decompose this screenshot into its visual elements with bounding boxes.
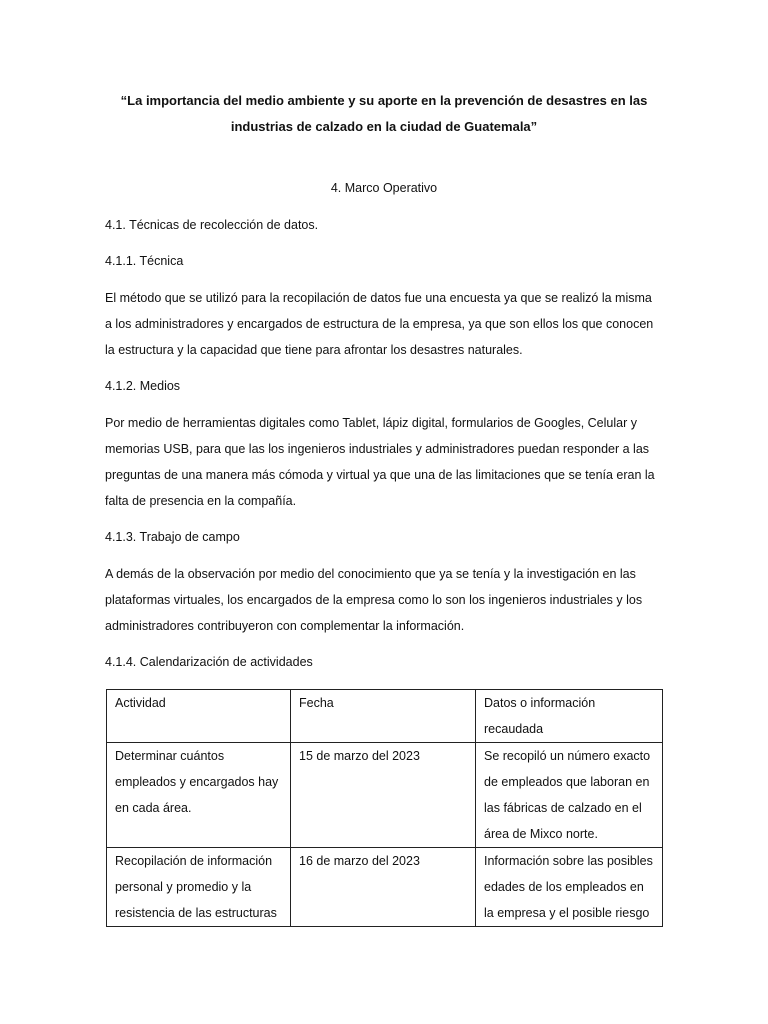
section-heading: 4. Marco Operativo [330,181,438,195]
activities-table [106,689,663,927]
medios-paragraph-line: memorias USB, para que las los ingenieros industriales y administradores puedan responder a las [105,442,650,456]
header-cell-actividad [107,690,291,743]
tecnica-heading: 4.1.1. Técnica [105,254,184,268]
cell-text: área de Mixco norte. [484,827,598,841]
cell-text: 16 de marzo del 2023 [299,854,420,868]
cell-text: Recopilación de información [115,854,273,868]
header-cell-text: Fecha [299,696,334,710]
table-cell-fecha [291,848,476,927]
cell-text: 15 de marzo del 2023 [299,749,420,763]
medios-paragraph-line: preguntas de una manera más cómoda y virtual ya que una de las limitaciones que se tenía eran la [105,468,655,482]
campo-paragraph-line: administradores contribuyeron con complementar la información. [105,619,465,633]
campo-paragraph-line: A demás de la observación por medio del conocimiento que ya se tenía y la investigación en las [105,567,636,581]
table-cell-datos [476,743,663,848]
table-row [107,848,663,927]
cell-text: personal y promedio y la [115,880,252,894]
cell-text: Se recopiló un número exacto [484,749,651,763]
cell-text: Información sobre las posibles [484,854,653,868]
document-title-line-2: industrias de calzado en la ciudad de Guatemala” [230,119,538,134]
campo-heading: 4.1.3. Trabajo de campo [105,530,240,544]
table-cell-actividad [107,743,291,848]
table-header-row [107,690,663,743]
header-cell-text: recaudada [484,722,544,736]
medios-paragraph-line: falta de presencia en la compañía. [105,494,297,508]
table-row [107,743,663,848]
table-cell-fecha [291,743,476,848]
tecnica-paragraph-line: a los administradores y encargados de estructura de la empresa, ya que son ellos los que conocen [105,317,654,331]
header-cell-datos [476,690,663,743]
cell-text: edades de los empleados en [484,880,644,894]
tecnica-paragraph-line: El método que se utilizó para la recopilación de datos fue una encuesta ya que se realizó la misma [105,291,652,305]
cell-text: de empleados que laboran en [484,775,650,789]
cell-text: las fábricas de calzado en el [484,801,642,815]
table-cell-actividad [107,848,291,927]
medios-heading: 4.1.2. Medios [105,379,181,393]
document-title-line-1: “La importancia del medio ambiente y su aporte en la prevención de desastres en las [120,93,648,108]
header-cell-text: Datos o información [484,696,596,710]
cell-text: en cada área. [115,801,192,815]
cell-text: empleados y encargados hay [115,775,279,789]
campo-paragraph-line: plataformas virtuales, los encargados de la empresa como lo son los ingenieros industriales y los [105,593,643,607]
subsection-heading: 4.1. Técnicas de recolección de datos. [105,218,319,232]
cell-text: Determinar cuántos [115,749,225,763]
table-cell-datos [476,848,663,927]
cell-text: resistencia de las estructuras [115,906,277,920]
header-cell-text: Actividad [115,696,166,710]
calendario-heading: 4.1.4. Calendarización de actividades [105,655,313,669]
cell-text: la empresa y el posible riesgo [484,906,650,920]
tecnica-paragraph-line: la estructura y la capacidad que tiene para afrontar los desastres naturales. [105,343,523,357]
header-cell-fecha [291,690,476,743]
medios-paragraph-line: Por medio de herramientas digitales como Tablet, lápiz digital, formularios de Googles, Celular y [105,416,637,430]
